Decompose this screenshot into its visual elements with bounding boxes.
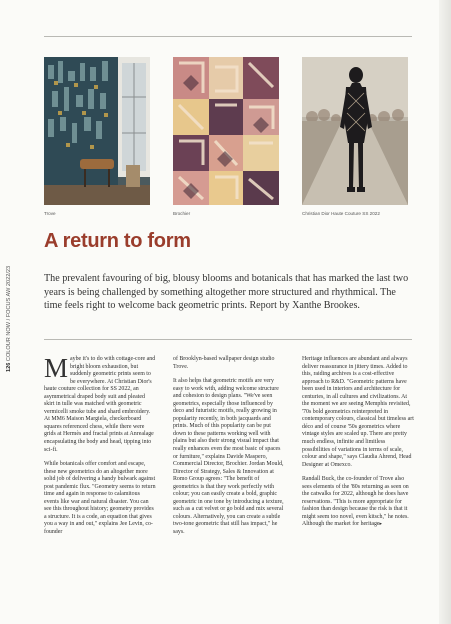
photo-brochier bbox=[173, 57, 279, 205]
trove-interior-image bbox=[44, 57, 150, 205]
top-rule bbox=[44, 36, 412, 37]
paragraph: Maybe it's to do with cottage-core and bright bloom exhaustion, but suddenly geometric prints seem to be everywhere. At Christian Dior's haute couture collection for SS 2022, an asymmetrical draped body suit and pleated skirt in tulle was matched with geometric vermicelli smoke tube and shard embroidery. At MM6 Maison Margiela, checkerboard squares referenced chess, while there were grids at Hermès and fractal prints at Anrealage encapsulating the body and head, tipping into sci-fi. bbox=[44, 353, 156, 453]
paragraph: It also helps that geometric motifs are very easy to work with, adding welcome structure and cohesion to design plans. "We've seen geometrics, especially those influenced by deco and futuristic motifs, really growing in popularity recently, in both jacquards and prints. Much of this popularity can be put down to these patterns working well with plains but also their strong visual impact that really enhances even the most basic of spaces or furniture," explains Davide Maspero, Commercial Director, Brochier. Jordan Mould, Director of Strategy, Sales & Innovation at Romo Group agrees: "The benefit of geometrics is that they work perfectly with colour; you can easily create a bold, graphic geometric in one tone by introducing a texture, such as a cut velvet or go bold and mix several colours. Alternatively, you can create a subtle two-tone geometric that still has impact," he says. bbox=[173, 378, 284, 536]
photo-dior-runway bbox=[302, 57, 408, 205]
vertical-folio bbox=[6, 262, 18, 372]
body-column-2 bbox=[173, 356, 285, 544]
paragraph: Heritage influences are abundant and always deliver reassurance in jittery times. Added to this, raiding archives is a cost-effective approach to R&D. "Geometric patterns have been used in interiors and architecture for centuries, in all cultures and civilizations. At the moment we are seeing Memphis revisited, '70s bold geometrics reinterpreted in contemporary colours, classical but timeless art déco and of course '50s geometrics where vintage styles are scaled up. There are pretty much endless, infinite and limitless possibilities of variations in terms of scale, colour and shape," says Claudia Ahrend, Head Designer at Omexco. bbox=[302, 356, 414, 468]
article-lede: The prevalent favouring of big, blousy blooms and botanicals that has marked the last two years is being challenged by something altogether more structured and rhythmical. The time feels right to welcome back geometric prints. Report by Xanthe Brookes. bbox=[44, 273, 409, 312]
page-number: 126 bbox=[6, 362, 12, 372]
dior-runway-image bbox=[302, 57, 408, 205]
body-rule bbox=[44, 339, 412, 340]
continue-arrow-icon: ▸ bbox=[379, 522, 383, 528]
caption-dior: Christian Dior Haute Couture SS 2022 bbox=[302, 211, 380, 216]
article-title: A return to form bbox=[44, 230, 191, 252]
page-edge bbox=[439, 0, 451, 624]
section-label: COLOUR NOW / FOCUS AW 2022/23 bbox=[6, 265, 12, 362]
caption-trove: Trove bbox=[44, 211, 56, 216]
body-column-1 bbox=[44, 353, 156, 544]
photo-trove bbox=[44, 57, 150, 205]
drop-cap: M bbox=[44, 353, 69, 383]
paragraph: of Brooklyn-based wallpaper design studio Trove. bbox=[173, 356, 275, 370]
caption-brochier: Brochier bbox=[173, 211, 191, 216]
body-column-3 bbox=[302, 356, 414, 536]
paragraph: While botanicals offer comfort and escape, these new geometrics do an altogether more solid job of delivering a handy bulwark against post pandemic flux. "Geometry seems to return time and again in response to calamitous events like war and natural disaster. You can see this throughout history; geometry provides a structure. It is a code, an equation that gives you a way in and out," explains Jee Levin, co-founder bbox=[44, 461, 156, 536]
brochier-fabric-image bbox=[173, 57, 279, 205]
paragraph: Randall Buck, the co-founder of Trove also sees elements of the '80s returning as seen on the catwalks for 2022, although he does have reservations. "This is more appropriate for fashion than design because the risk is that it might seem too novel, even kitsch," he notes. Although the market for heritage▸ bbox=[302, 476, 409, 528]
